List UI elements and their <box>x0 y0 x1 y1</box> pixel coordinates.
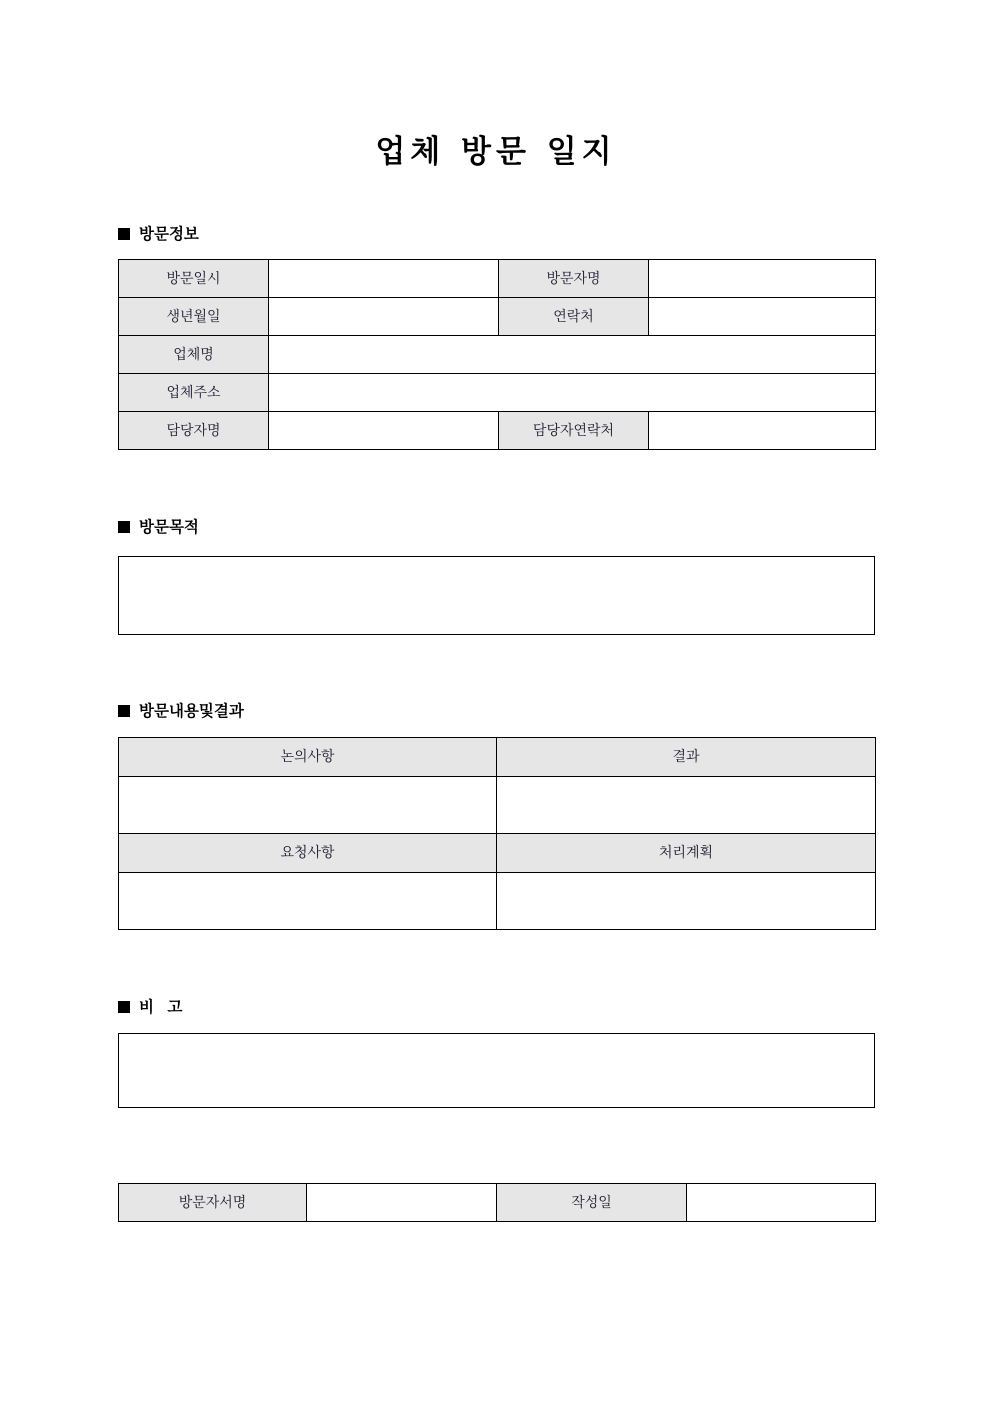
table-row <box>119 336 876 374</box>
table-row <box>119 834 876 873</box>
filled-square-bullet-icon <box>118 1001 130 1013</box>
field-label-company-name: 업체명 <box>119 336 269 374</box>
page-title: 업체 방문 일지 <box>375 134 617 170</box>
table-row <box>119 777 876 834</box>
field-label-written-date: 작성일 <box>497 1184 687 1222</box>
filled-square-bullet-icon <box>118 228 130 240</box>
visit-purpose-textbox[interactable] <box>118 556 875 635</box>
field-value-birthdate[interactable] <box>269 298 499 336</box>
table-row <box>119 1184 876 1222</box>
field-value-manager-contact[interactable] <box>649 412 876 450</box>
field-label-manager-name: 담당자명 <box>119 412 269 450</box>
section-heading-visit-content <box>118 700 244 722</box>
field-value-request[interactable] <box>119 873 497 930</box>
field-label-visit-datetime: 방문일시 <box>119 260 269 298</box>
field-value-discussion[interactable] <box>119 777 497 834</box>
field-value-result[interactable] <box>497 777 876 834</box>
field-label-birthdate: 생년월일 <box>119 298 269 336</box>
field-label-company-address: 업체주소 <box>119 374 269 412</box>
field-value-visitor-signature[interactable] <box>307 1184 497 1222</box>
section-heading-remarks <box>118 996 186 1018</box>
table-row <box>119 412 876 450</box>
field-value-action-plan[interactable] <box>497 873 876 930</box>
field-value-visit-datetime[interactable] <box>269 260 499 298</box>
table-row <box>119 298 876 336</box>
field-value-written-date[interactable] <box>687 1184 876 1222</box>
column-header-discussion: 논의사항 <box>119 738 497 777</box>
signature-table <box>118 1183 876 1222</box>
field-value-contact[interactable] <box>649 298 876 336</box>
filled-square-bullet-icon <box>118 705 130 717</box>
column-header-request: 요청사항 <box>119 834 497 873</box>
field-value-company-address[interactable] <box>269 374 876 412</box>
visit-content-table <box>118 737 876 930</box>
field-value-manager-name[interactable] <box>269 412 499 450</box>
section-heading-visit-info <box>118 223 199 245</box>
table-row <box>119 374 876 412</box>
section-heading-remarks-label: 비 고 <box>139 998 187 1016</box>
field-label-manager-contact: 담당자연락처 <box>499 412 649 450</box>
column-header-result: 결과 <box>497 738 876 777</box>
field-label-visitor-signature: 방문자서명 <box>119 1184 307 1222</box>
visit-info-table <box>118 259 876 450</box>
section-heading-visit-purpose-label: 방문목적 <box>139 518 199 536</box>
column-header-action-plan: 처리계획 <box>497 834 876 873</box>
field-label-contact: 연락처 <box>499 298 649 336</box>
section-heading-visit-info-label: 방문정보 <box>139 225 199 243</box>
field-value-company-name[interactable] <box>269 336 876 374</box>
table-row <box>119 738 876 777</box>
field-value-visitor-name[interactable] <box>649 260 876 298</box>
section-heading-visit-content-label: 방문내용및결과 <box>139 702 244 720</box>
table-row <box>119 260 876 298</box>
filled-square-bullet-icon <box>118 521 130 533</box>
section-heading-visit-purpose <box>118 516 199 538</box>
remarks-textbox[interactable] <box>118 1033 875 1108</box>
table-row <box>119 873 876 930</box>
field-label-visitor-name: 방문자명 <box>499 260 649 298</box>
